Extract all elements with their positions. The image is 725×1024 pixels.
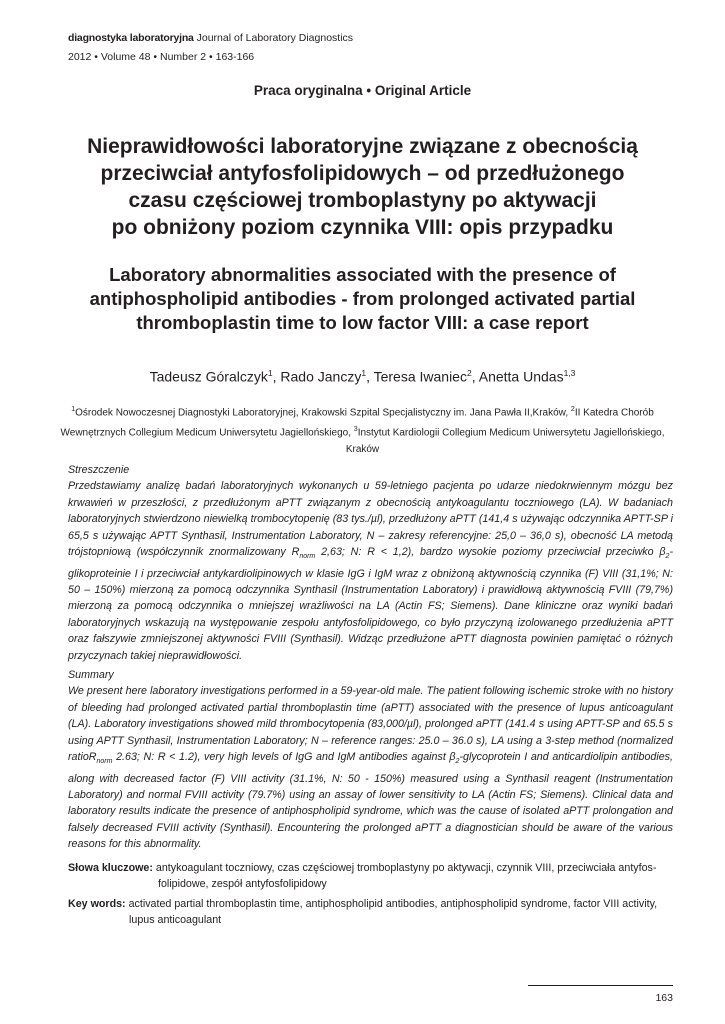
title-en-line: thromboplastin time to low factor VIII: a case report: [136, 312, 589, 333]
footer-divider: [528, 985, 673, 986]
keywords-english: [68, 896, 673, 929]
affiliation-2: II Katedra Chorób Wewnętrznych Collegium Medicum Uniwersytetu Jagiellońskiego,: [60, 407, 654, 439]
author-name: Tadeusz Góralczyk: [149, 368, 268, 385]
journal-header: [68, 30, 353, 46]
title-en-line: antiphospholipid antibodies - from prolonged activated partial: [89, 288, 636, 309]
title-en-line: Laboratory abnormalities associated with the presence of: [109, 264, 616, 285]
keywords-label: Słowa kluczowe:: [68, 862, 153, 874]
title-pl-line: czasu częściowej tromboplastyny po aktywacji: [128, 189, 597, 212]
subscript: norm: [96, 758, 113, 766]
author-affil-sup: 2: [466, 368, 472, 378]
title-pl-line: Nieprawidłowości laboratoryjne związane z obecnością: [87, 135, 638, 158]
keywords-text: folipidowe, zespół antyfosfolipidowy: [158, 878, 327, 891]
keywords-label: Key words:: [68, 898, 126, 910]
author-affil-sup: 1: [361, 368, 367, 378]
subscript: 2: [455, 758, 460, 766]
affiliation-1: Ośrodek Nowoczesnej Diagnostyki Laboratoryjnej, Krakowski Szpital Specjalistyczny im. Jana Pawła II,Kraków,: [75, 407, 571, 419]
title-polish: [40, 133, 685, 241]
abstract-english: [68, 667, 673, 853]
abstract-heading: Summary: [68, 669, 114, 681]
title-pl-line: przeciwciał antyfosfolipidowych – od przedłużonego: [100, 162, 625, 185]
affil-sup: 1: [71, 406, 76, 413]
affiliations: [60, 402, 665, 458]
author-list: Tadeusz Góralczyk$^1$, Rado Janczy$^1$, Teresa Iwaniec$^2$, Anetta Undas$^{1,3}$: [149, 368, 576, 385]
keywords-text: activated partial thromboplastin time, antiphospholipid antibodies, antiphospholipid syndrome, factor VIII activity,: [125, 898, 658, 910]
abstract-text: 2,63; N: R < 1,2), bardzo wysokie poziomy przeciwciał przeciwko β: [315, 546, 666, 559]
title-english: [40, 263, 685, 335]
title-pl-line: po obniżony poziom czynnika VIII: opis przypadku: [111, 216, 614, 239]
subscript: norm: [299, 553, 316, 561]
abstract-text: Przedstawiamy analizę badań laboratoryjnych wykonanych u 59-letniego pacjenta po udarze niedokrwiennym mózgu bez krwawień w przeszłości, z przedłużonym aPTT związanym z obecnością antykoagulantu toczniowego (LA). W badaniach laboratoryjnych stwierdzono niewielką trombocytopenię (83 tys./µl), przedłużony aPTT (141,4 s używając odczynnika APTT-SP i 65,5 s używając APTT Synthasil, Instrumentation Laboratory, N – zakresy referencyjne: 25,0 – 36,0 s), obecność LA metodą trójstopniową (współczynnik znormalizowany R: [68, 480, 673, 559]
affil-sup: 2: [570, 406, 575, 413]
abstract-polish: [68, 462, 673, 664]
subscript: 2: [665, 553, 670, 561]
issue-info: 2012 • Volume 48 • Number 2 • 163-166: [68, 51, 255, 63]
author-affil-sup: 1: [267, 368, 273, 378]
author-name: Rado Janczy: [280, 368, 362, 385]
abstract-text: We present here laboratory investigations performed in a 59-year-old male. The patient following ischemic stroke with no history of bleeding had prolonged activated partial thromboplastin time (aPTT) associated with the presence of lupus anticoagulant (LA). Laboratory investigations showed mild thrombocytopenia (83,000/µl), prolonged aPTT (141.4 s using APTT-SP and 65.5 s using APTT Synthasil, Instrumentation Laboratory; N – reference ranges: 25.0 – 36.0 s), LA using a 3-step method (normalized ratioR: [68, 685, 673, 764]
keywords-text: antykoagulant toczniowy, czas częściowej tromboplastyny po aktywacji, czynnik VIII, przeciwciała antyfos-: [152, 862, 657, 874]
abstract-text: -glikoproteinie I i przeciwciał antykardiolipinowych w klasie IgG i IgM wraz z obniżoną aktywnością czynnika (F) VIII (31,1%; N: 50 – 150%) mierzoną za pomocą odczynnika Synthasil (Instrumentation Laboratory) i prawidłową aktywnością FVIII (79,7%) mierzoną za pomocą odczynnika o mniejszej wrażliwości na LA (Actin FS; Siemens). Dane kliniczne oraz wyniki badań laboratoryjnych wskazują na występowanie zespołu antyfosfolipidowego, co było przyczyną izolowanego przedłużenia aPTT oraz fałszywie zmniejszonej aktywności FVIII (Synthasil). Widząc przedłużone aPTT diagnosta powinien pamiętać o różnych przyczynach takiej nieprawidłowości.: [68, 546, 673, 662]
keywords-text: lupus anticoagulant: [129, 914, 222, 927]
abstract-text: 2.63; N: R < 1.2), very high levels of IgG and IgM antibodies against β: [112, 751, 456, 764]
abstract-text: -glycoprotein I and anticardiolipin antibodies, along with decreased factor (F) VIII activity (31.1%, N: 50 - 150%) measured using a Synthasil reagent (Instrumentation Laboratory) and normal FVIII activity (79.7%) using an assay of lower sensitivity to LA (Actin FS; Siemens). Clinical data and laboratory results indicate the presence of antiphospholipid syndrome, which was the cause of isolated aPTT prolongation and falsely decreased FVIII activity (Synthasil). Encountering the prolonged aPTT a diagnostician should be aware of the various reasons for this abnormality.: [68, 751, 673, 851]
abstract-heading: Streszczenie: [68, 464, 130, 476]
section-label: Praca oryginalna • Original Article: [253, 83, 472, 98]
journal-brand: diagnostyka laboratoryjna: [68, 32, 194, 44]
author-name: Teresa Iwaniec: [373, 368, 467, 385]
affil-sup: 3: [353, 425, 358, 433]
keywords-polish: [68, 860, 673, 893]
affiliation-3: Instytut Kardiologii Collegium Medicum Uniwersytetu Jagiellońskiego, Kraków: [345, 427, 665, 455]
author-affil-sup: 1,3: [563, 368, 576, 378]
journal-name: Journal of Laboratory Diagnostics: [193, 32, 354, 44]
author-name: Anetta Undas: [478, 368, 564, 385]
page-number: 163: [655, 992, 673, 1004]
